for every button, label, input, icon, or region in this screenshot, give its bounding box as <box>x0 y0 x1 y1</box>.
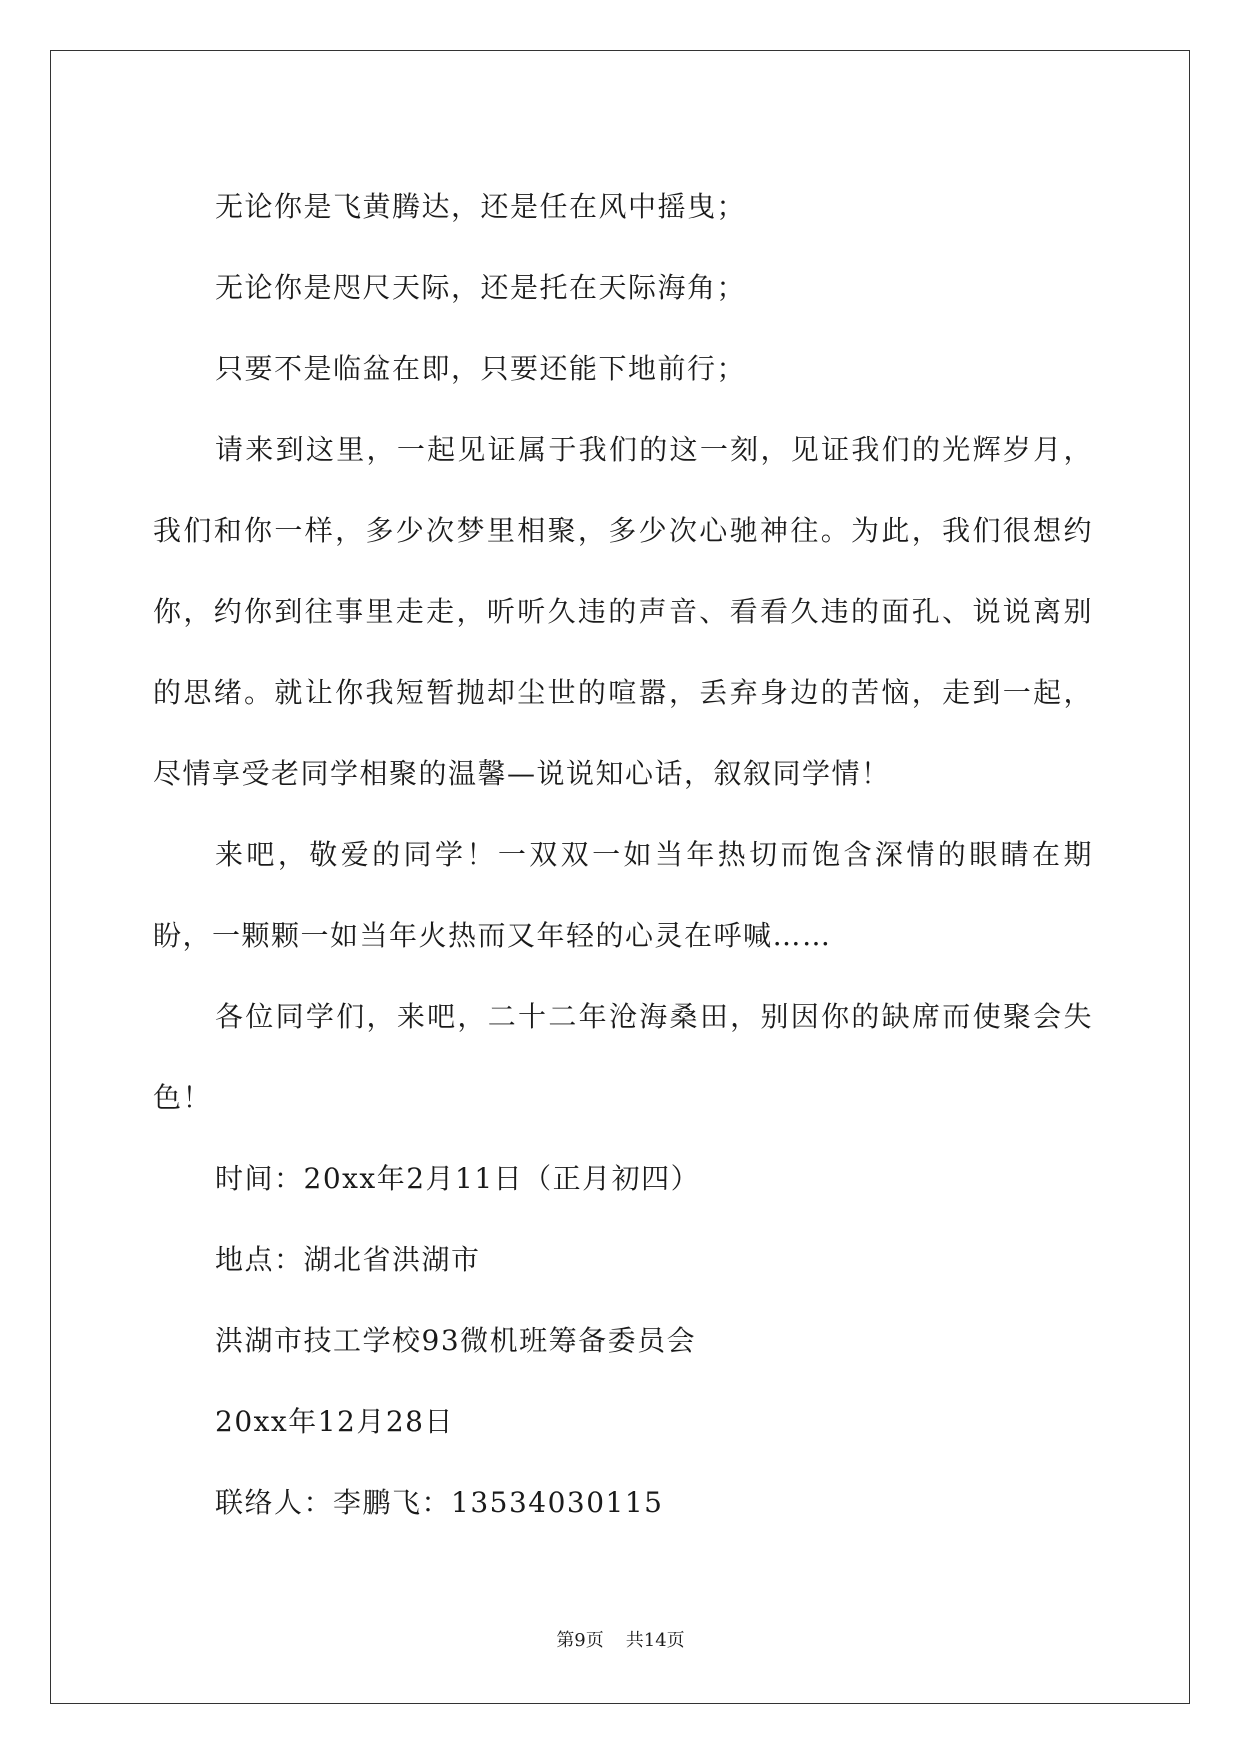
paragraph-2: 无论你是咫尺天际，还是托在天际海角； <box>215 271 747 304</box>
page-footer <box>0 1626 1241 1652</box>
organizer: 洪湖市技工学校93微机班筹备委员会 <box>215 1324 697 1357</box>
page-total: 共14页 <box>625 1630 685 1651</box>
event-time: 时间：20xx年2月11日（正月初四） <box>215 1162 701 1195</box>
paragraph-4: 请来到这里，一起见证属于我们的这一刻，见证我们的光辉岁月，我们和你一样，多少次梦里相聚，多少次心驰神往。为此，我们很想约你，约你到往事里走走，听听久违的声音、看看久违的面孔、说说离别的思绪。就让你我短暂抛却尘世的喧嚣，丢弃身边的苦恼，走到一起，尽情享受老同学相聚的温馨—说说知心话，叙叙同学情！ <box>153 433 1093 790</box>
paragraph-3: 只要不是临盆在即，只要还能下地前行； <box>215 352 747 385</box>
paragraph-6: 各位同学们，来吧，二十二年沧海桑田，别因你的缺席而使聚会失色！ <box>153 1000 1093 1114</box>
event-location: 地点：湖北省洪湖市 <box>215 1243 481 1276</box>
paragraph-5: 来吧，敬爱的同学！一双双一如当年热切而饱含深情的眼睛在期盼，一颗颗一如当年火热而又年轻的心灵在呼喊…… <box>153 838 1093 952</box>
issue-date: 20xx年12月28日 <box>215 1405 454 1438</box>
page-number: 第9页 <box>556 1630 604 1651</box>
contact-person: 联络人：李鹏飞：13534030115 <box>215 1486 664 1519</box>
paragraph-1: 无论你是飞黄腾达，还是任在风中摇曳； <box>215 190 747 223</box>
document-body <box>153 166 1093 1543</box>
